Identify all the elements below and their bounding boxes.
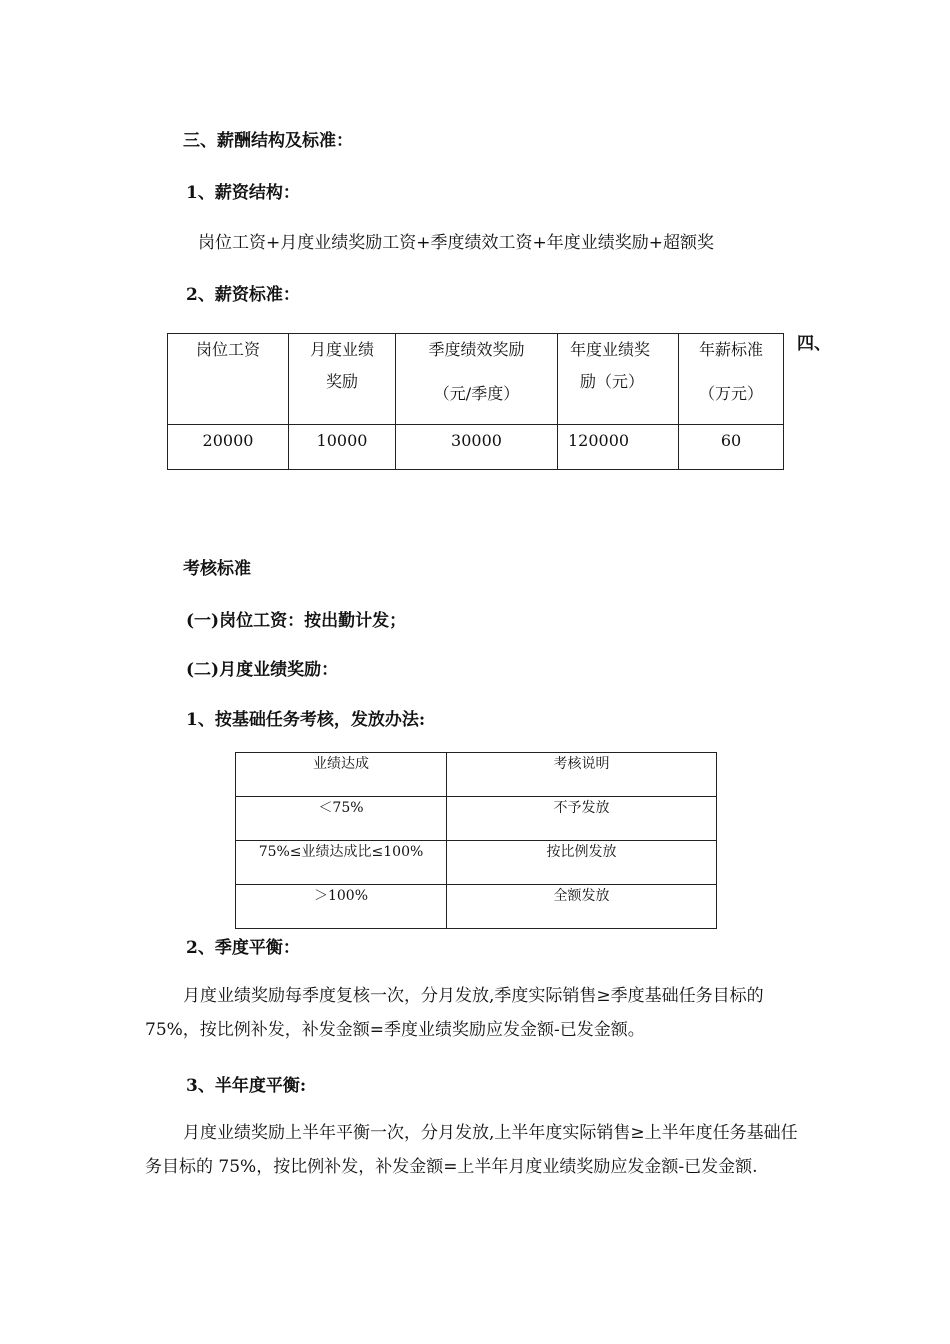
table-row — [236, 841, 717, 885]
header-line: 季度绩效奖励 — [428, 340, 525, 359]
header-cell — [168, 334, 289, 425]
header-cell — [679, 334, 784, 425]
header-cell — [558, 334, 679, 425]
header-cell: 业绩达成 — [236, 753, 447, 797]
halfyear-heading: 3、半年度平衡: — [186, 1076, 307, 1096]
section-4-prefix: 四、 — [797, 334, 831, 354]
section-3-heading: 三、薪酬结构及标准： — [183, 131, 353, 151]
table-row — [236, 797, 717, 841]
table-cell: 30000 — [396, 425, 558, 470]
salary-table-header-row — [168, 334, 784, 425]
header-line: （元/季度） — [433, 384, 520, 403]
assess-item-2: (二)月度业绩奖励： — [186, 660, 339, 680]
quarterly-paragraph: 月度业绩奖励每季度复核一次，分月发放,季度实际销售≥季度基础任务目标的75%，按比例补发，补发金额=季度业绩奖励应发金额-已发金额。 — [145, 986, 764, 1040]
salary-table — [167, 333, 784, 470]
assess-sub-1: 1、按基础任务考核，发放办法: — [186, 710, 426, 730]
table-cell: 全额发放 — [447, 885, 717, 929]
header-line: 年度业绩奖 — [570, 340, 651, 359]
assessment-header-row — [236, 753, 717, 797]
table-cell: 按比例发放 — [447, 841, 717, 885]
table-row — [236, 885, 717, 929]
table-cell: 60 — [679, 425, 784, 470]
header-line: 年薪标准 — [698, 340, 763, 359]
table-cell: 10000 — [289, 425, 396, 470]
salary-standard-heading: 2、薪资标准： — [186, 285, 300, 305]
quarterly-heading: 2、季度平衡： — [186, 938, 300, 958]
table-cell: 75%≤业绩达成比≤100% — [236, 841, 447, 885]
header-cell — [289, 334, 396, 425]
halfyear-paragraph: 月度业绩奖励上半年平衡一次，分月发放,上半年度实际销售≥上半年度任务基础任务目标的 75%，按比例补发，补发金额=上半年月度业绩奖励应发金额-已发金额. — [145, 1123, 798, 1177]
table-cell: 20000 — [168, 425, 289, 470]
header-line: 岗位工资 — [195, 340, 260, 359]
table-cell: ＜75% — [236, 797, 447, 841]
salary-structure-text: 岗位工资+月度业绩奖励工资+季度绩效工资+年度业绩奖励+超额奖 — [198, 233, 714, 253]
table-cell: 不予发放 — [447, 797, 717, 841]
assessment-table — [235, 752, 717, 929]
header-line: 奖励 — [325, 372, 358, 391]
assess-item-1: (一)岗位工资：按出勤计发； — [186, 611, 407, 631]
table-cell: 120000 — [558, 425, 679, 470]
header-cell: 考核说明 — [447, 753, 717, 797]
salary-structure-heading: 1、薪资结构： — [186, 183, 300, 203]
table-row — [168, 425, 784, 470]
header-line: 月度业绩 — [309, 340, 374, 359]
table-cell: ＞100% — [236, 885, 447, 929]
header-cell — [396, 334, 558, 425]
header-line: 励（元） — [580, 372, 645, 391]
header-line: （万元） — [698, 384, 763, 403]
section-4-heading: 考核标准 — [183, 559, 251, 579]
